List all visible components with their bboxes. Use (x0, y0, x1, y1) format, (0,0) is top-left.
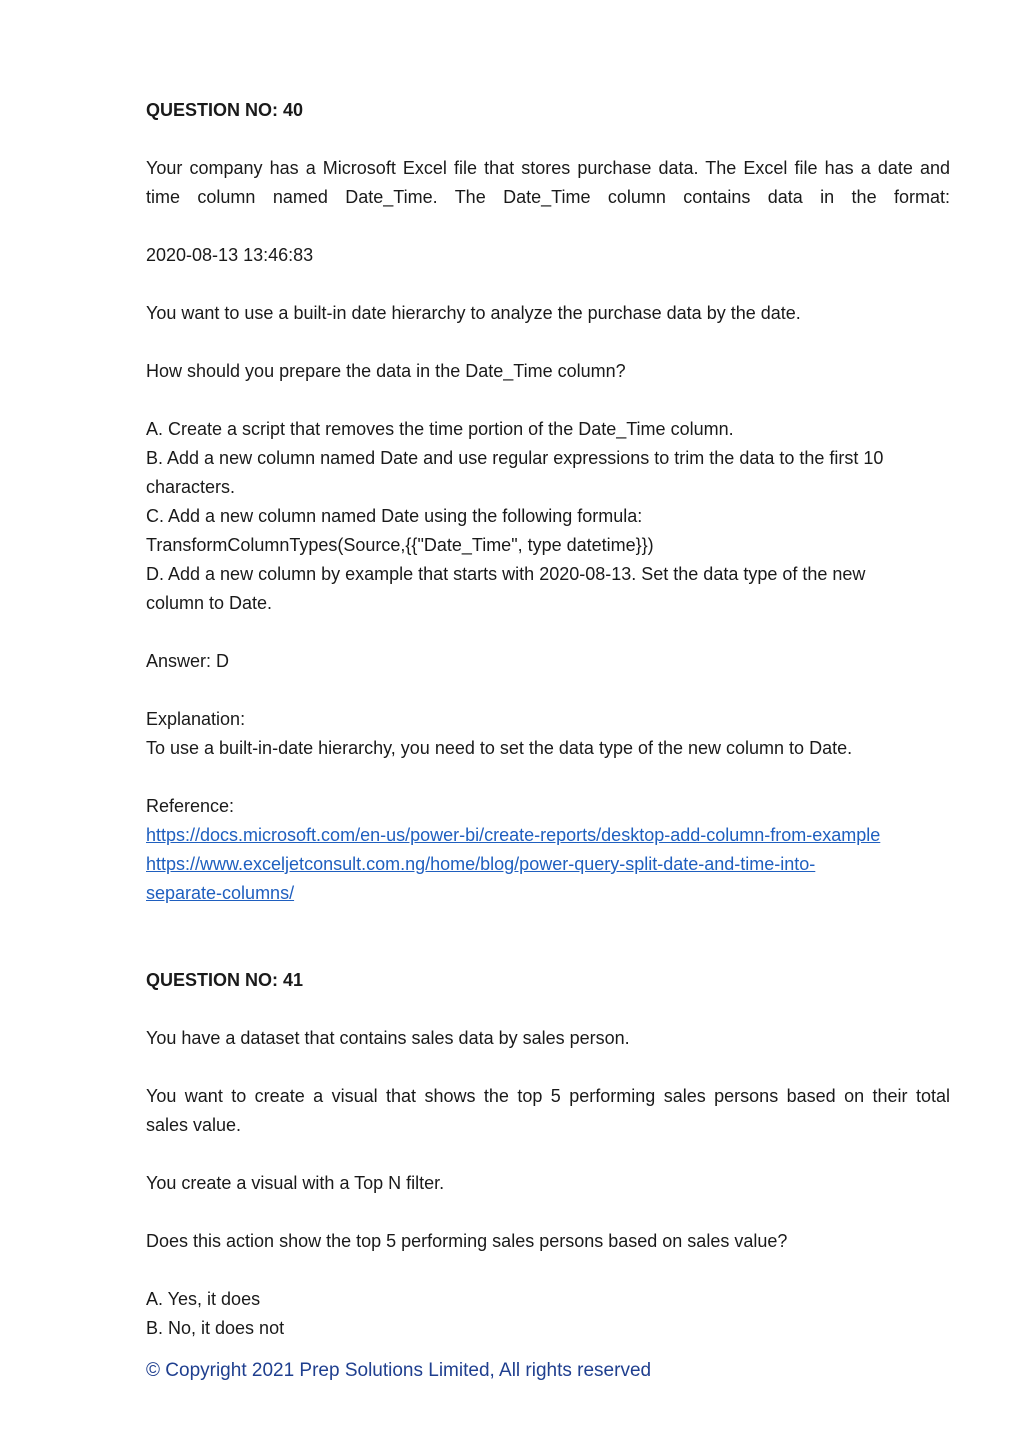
question-40-intro-line-2: time column named Date_Time. The Date_Time column contains data in the format: (146, 187, 950, 207)
question-40-reference-label: Reference: (146, 796, 235, 816)
question-40-title: QUESTION NO: 40 (146, 100, 304, 120)
question-40 (146, 96, 950, 908)
question-40-option-b-cont: characters. (146, 477, 236, 497)
question-40-option-c: C. Add a new column named Date using the following formula: (146, 506, 643, 526)
question-40-format-example: 2020-08-13 13:46:83 (146, 245, 314, 265)
question-40-explanation-label: Explanation: (146, 709, 246, 729)
reference-link-exceljet[interactable]: https://www.exceljetconsult.com.ng/home/blog/power-query-split-date-and-time-into- (146, 854, 816, 874)
question-41-goal-line-2: sales value. (146, 1115, 242, 1135)
question-40-prompt: How should you prepare the data in the Date_Time column? (146, 361, 626, 381)
question-41-option-b: B. No, it does not (146, 1318, 285, 1338)
question-41-goal-line-1: You want to create a visual that shows the top 5 performing sales persons based on their total (146, 1086, 950, 1106)
reference-link-exceljet-cont[interactable]: separate-columns/ (146, 883, 295, 903)
question-41-prompt: Does this action show the top 5 performing sales persons based on sales value? (146, 1231, 788, 1251)
question-41-intro: You have a dataset that contains sales data by sales person. (146, 1028, 630, 1048)
question-40-option-c-formula: TransformColumnTypes(Source,{{"Date_Time", type datetime}}) (146, 535, 654, 555)
question-40-intro-line-1: Your company has a Microsoft Excel file that stores purchase data. The Excel file has a date and (146, 158, 950, 178)
question-41-option-a: A. Yes, it does (146, 1289, 261, 1309)
question-40-option-d: D. Add a new column by example that starts with 2020-08-13. Set the data type of the new (146, 564, 866, 584)
question-41-title: QUESTION NO: 41 (146, 970, 304, 990)
question-40-option-d-cont: column to Date. (146, 593, 273, 613)
copyright-footer: © Copyright 2021 Prep Solutions Limited, All rights reserved (146, 1360, 652, 1381)
question-40-goal: You want to use a built-in date hierarchy to analyze the purchase data by the date. (146, 303, 801, 323)
question-40-explanation-text: To use a built-in-date hierarchy, you need to set the data type of the new column to Date. (146, 738, 853, 758)
question-40-option-a: A. Create a script that removes the time portion of the Date_Time column. (146, 419, 734, 439)
question-41-action: You create a visual with a Top N filter. (146, 1173, 445, 1193)
reference-link-microsoft[interactable]: https://docs.microsoft.com/en-us/power-bi/create-reports/desktop-add-column-from-example (146, 825, 881, 845)
question-40-answer: Answer: D (146, 651, 230, 671)
question-40-option-b: B. Add a new column named Date and use regular expressions to trim the data to the first 10 (146, 448, 884, 468)
document-body (146, 96, 950, 1343)
question-41 (146, 966, 950, 1343)
